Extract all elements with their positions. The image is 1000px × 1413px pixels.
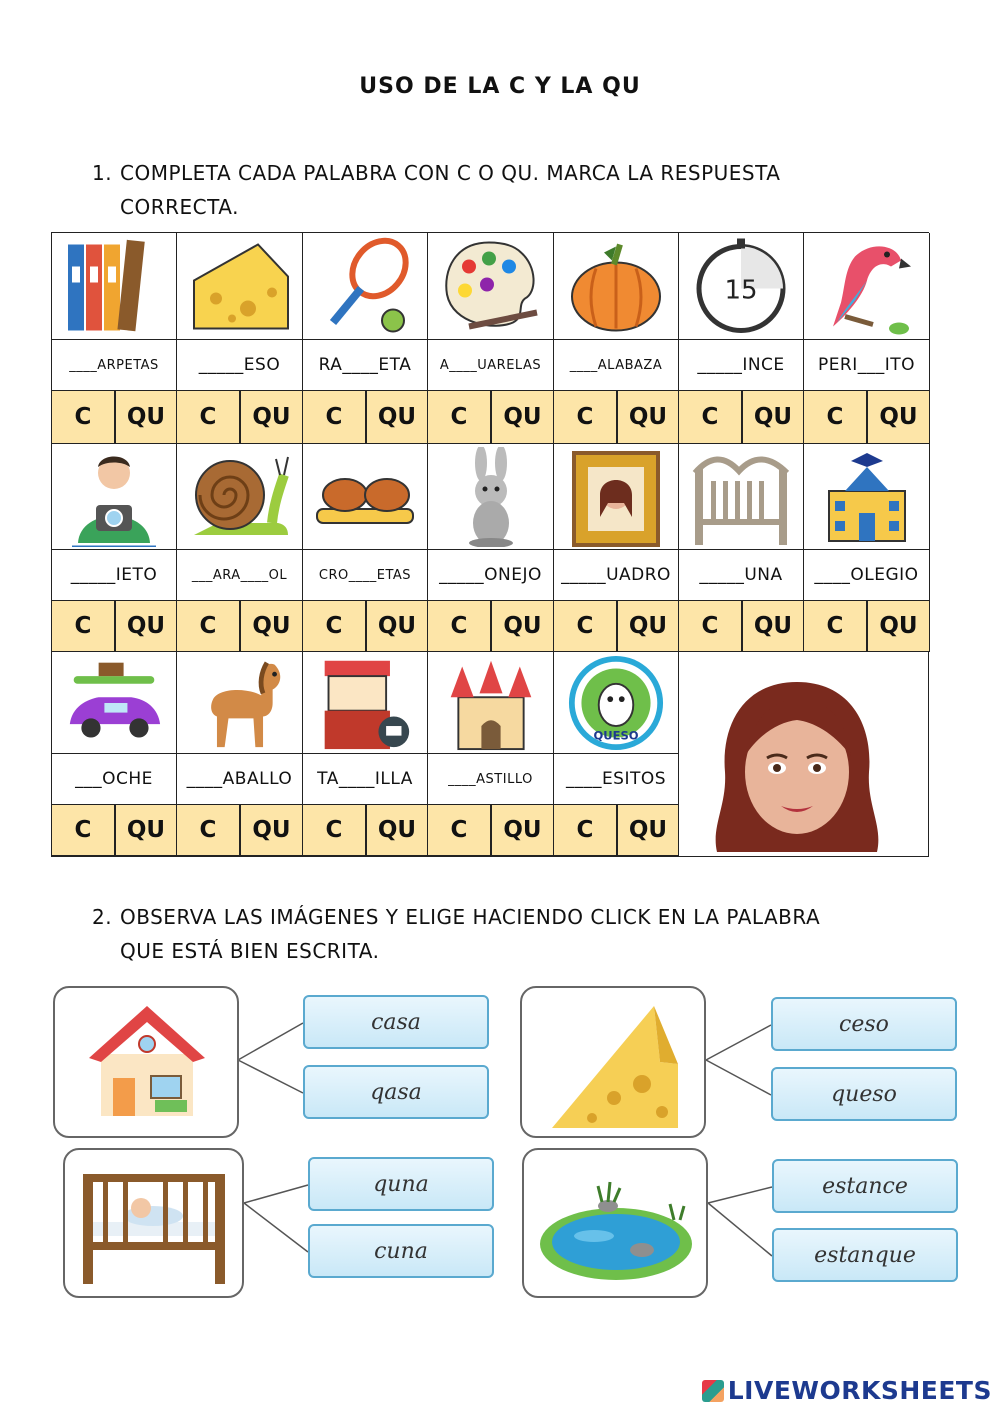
answer-option[interactable]: ceso	[771, 997, 957, 1051]
house-icon	[55, 988, 237, 1136]
baby-crib-icon	[65, 1150, 242, 1296]
option-qu[interactable]: QU	[240, 391, 303, 444]
horse-icon	[188, 655, 292, 751]
answer-option[interactable]: quna	[308, 1157, 494, 1211]
picture-cell	[177, 652, 303, 754]
snail-icon	[188, 447, 292, 547]
page-title: USO DE LA C Y LA QU	[359, 74, 641, 99]
picture-cell	[428, 652, 554, 754]
racket-icon	[313, 236, 417, 337]
ticket-booth-icon	[313, 655, 417, 751]
picture-cell	[554, 444, 679, 550]
option-qu[interactable]: QU	[617, 391, 679, 444]
option-qu[interactable]: QU	[366, 391, 428, 444]
instruction-1	[92, 156, 780, 224]
option-qu[interactable]: QU	[491, 805, 554, 856]
answer-option[interactable]: queso	[771, 1067, 957, 1121]
pumpkin-icon	[564, 236, 668, 337]
liveworksheets-logo	[702, 1376, 992, 1405]
option-c[interactable]: C	[303, 601, 366, 652]
picture-cell	[303, 444, 428, 550]
word-blank: ____ESITOS	[554, 754, 679, 805]
answer-option[interactable]: estance	[772, 1159, 958, 1213]
word-blank: ___OCHE	[52, 754, 177, 805]
cheese-box-label: QUESO	[593, 727, 639, 742]
clock-15-icon	[689, 236, 793, 337]
word-blank: ____ASTILLO	[428, 754, 554, 805]
pond-icon	[524, 1150, 706, 1296]
answer-option[interactable]: casa	[303, 995, 489, 1049]
word-blank: ___ARA____OL	[177, 550, 303, 601]
option-qu[interactable]: QU	[617, 805, 679, 856]
option-c[interactable]: C	[679, 601, 742, 652]
option-c[interactable]: C	[554, 391, 617, 444]
option-c[interactable]: C	[428, 805, 491, 856]
logo-text: LIVEWORKSHEETS	[727, 1376, 992, 1405]
option-qu[interactable]: QU	[240, 805, 303, 856]
option-qu[interactable]: QU	[366, 805, 428, 856]
crib-icon	[689, 447, 793, 547]
word-blank: _____IETO	[52, 550, 177, 601]
instruction-text: COMPLETA CADA PALABRA CON C O QU. MARCA LA RESPUESTA	[120, 161, 781, 185]
option-c[interactable]: C	[428, 601, 491, 652]
word-blank: ____OLEGIO	[804, 550, 930, 601]
parrot-icon	[815, 236, 919, 337]
cheese-icon	[188, 236, 292, 337]
option-qu[interactable]: QU	[617, 601, 679, 652]
svg-text:15: 15	[724, 275, 758, 305]
option-c[interactable]: C	[804, 391, 867, 444]
binders-icon	[62, 236, 166, 337]
word-blank: _____ESO	[177, 340, 303, 391]
instruction-text: QUE ESTÁ BIEN ESCRITA.	[120, 939, 380, 963]
option-qu[interactable]: QU	[491, 391, 554, 444]
word-blank: PERI___ITO	[804, 340, 930, 391]
picture-card-cheese	[520, 986, 706, 1138]
option-c[interactable]: C	[177, 391, 240, 444]
instruction-2	[92, 900, 820, 968]
picture-cell	[428, 233, 554, 340]
picture-cell	[679, 233, 804, 340]
framed-portrait-icon	[564, 447, 668, 547]
picture-cell	[554, 233, 679, 340]
instruction-number: 2.	[92, 905, 113, 929]
car-icon	[62, 655, 166, 751]
option-c[interactable]: C	[303, 391, 366, 444]
picture-cell	[428, 444, 554, 550]
cheese-box-icon	[564, 655, 668, 751]
answer-option[interactable]: cuna	[308, 1224, 494, 1278]
option-c[interactable]: C	[679, 391, 742, 444]
word-blank: A____UARELAS	[428, 340, 554, 391]
option-c[interactable]: C	[52, 805, 115, 856]
paint-palette-icon	[439, 236, 543, 337]
word-blank: ____ARPETAS	[52, 340, 177, 391]
picture-cell	[804, 233, 930, 340]
picture-cell	[554, 652, 679, 754]
option-qu[interactable]: QU	[115, 391, 177, 444]
picture-card-pond	[522, 1148, 708, 1298]
word-blank: _____UNA	[679, 550, 804, 601]
cheese-wedge-icon	[522, 988, 704, 1136]
option-c[interactable]: C	[177, 805, 240, 856]
option-c[interactable]: C	[804, 601, 867, 652]
picture-card-house	[53, 986, 239, 1138]
option-qu[interactable]: QU	[742, 391, 804, 444]
word-blank: RA____ETA	[303, 340, 428, 391]
word-blank: _____UADRO	[554, 550, 679, 601]
word-blank: TA____ILLA	[303, 754, 428, 805]
picture-cell	[52, 233, 177, 340]
answer-option[interactable]: qasa	[303, 1065, 489, 1119]
option-c[interactable]: C	[177, 601, 240, 652]
picture-cell	[303, 652, 428, 754]
word-blank: ____ABALLO	[177, 754, 303, 805]
option-qu[interactable]: QU	[240, 601, 303, 652]
school-icon	[815, 447, 919, 547]
option-c[interactable]: C	[428, 391, 491, 444]
croquettes-icon	[313, 447, 417, 547]
word-blank: CRO____ETAS	[303, 550, 428, 601]
logo-icon	[702, 1380, 724, 1402]
option-c[interactable]: C	[554, 805, 617, 856]
option-qu[interactable]: QU	[115, 601, 177, 652]
option-c[interactable]: C	[52, 391, 115, 444]
picture-cell	[303, 233, 428, 340]
castle-icon	[439, 655, 543, 751]
option-qu[interactable]: QU	[366, 601, 428, 652]
picture-cell	[679, 444, 804, 550]
option-c[interactable]: C	[554, 601, 617, 652]
option-qu[interactable]: QU	[115, 805, 177, 856]
picture-cell	[177, 233, 303, 340]
rabbit-icon	[439, 447, 543, 547]
picture-cell	[177, 444, 303, 550]
answer-option[interactable]: estanque	[772, 1228, 958, 1282]
picture-card-crib	[63, 1148, 244, 1298]
option-qu[interactable]: QU	[491, 601, 554, 652]
instruction-number: 1.	[92, 161, 113, 185]
picture-cell	[804, 444, 930, 550]
picture-cell	[52, 652, 177, 754]
teacher-avatar	[703, 676, 891, 852]
instruction-text: CORRECTA.	[120, 195, 239, 219]
instruction-text: OBSERVA LAS IMÁGENES Y ELIGE HACIENDO CLICK EN LA PALABRA	[120, 905, 821, 929]
word-blank: _____INCE	[679, 340, 804, 391]
option-qu[interactable]: QU	[867, 391, 930, 444]
option-c[interactable]: C	[52, 601, 115, 652]
option-qu[interactable]: QU	[867, 601, 930, 652]
photographer-icon	[62, 447, 166, 547]
word-blank: ____ALABAZA	[554, 340, 679, 391]
word-blank: _____ONEJO	[428, 550, 554, 601]
option-qu[interactable]: QU	[742, 601, 804, 652]
picture-cell	[52, 444, 177, 550]
option-c[interactable]: C	[303, 805, 366, 856]
